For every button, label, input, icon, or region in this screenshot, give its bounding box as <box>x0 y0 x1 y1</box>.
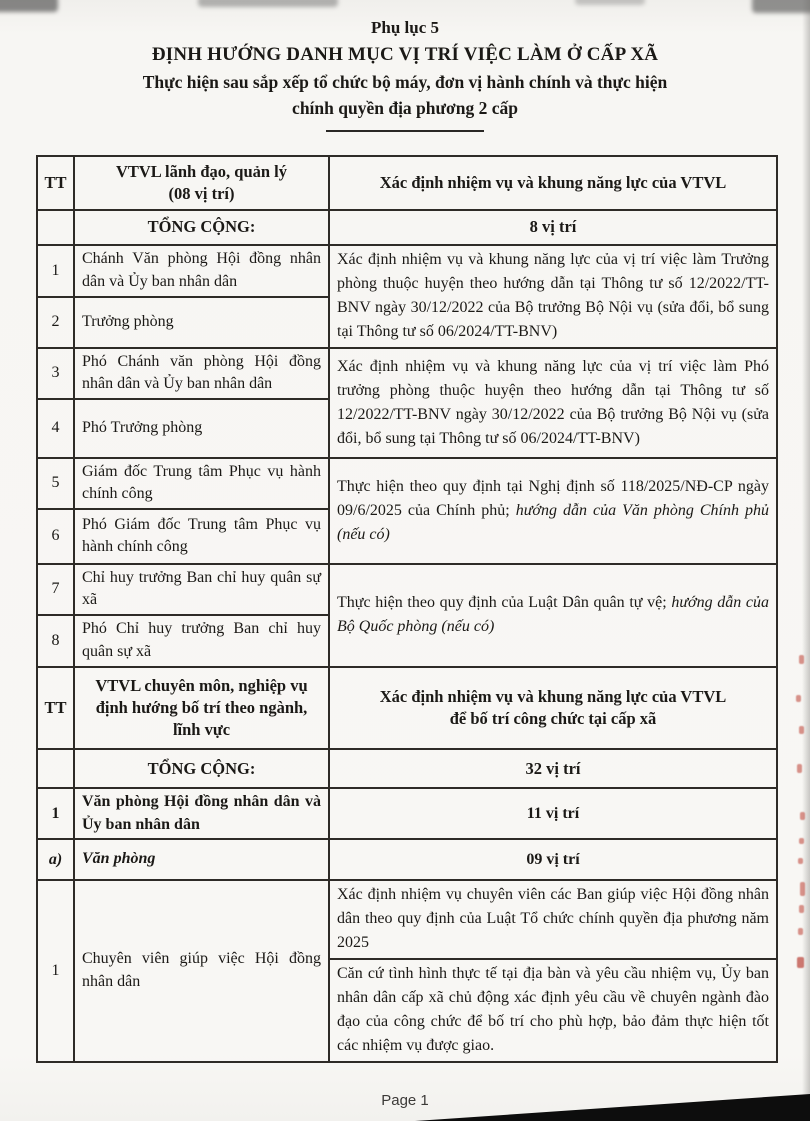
row4-tt: 4 <box>37 399 74 458</box>
row1-tt: 1 <box>37 245 74 298</box>
table-row <box>37 564 777 615</box>
table-row <box>37 348 777 399</box>
title-underline <box>326 130 484 132</box>
red-ink-mark <box>797 957 804 968</box>
positions-table <box>36 155 778 1063</box>
desc-italic: hướng dẫn <box>671 594 746 612</box>
row6-position: Phó Giám đốc Trung tâm Phục vụ hành chính công <box>74 509 329 564</box>
title-block <box>0 16 810 132</box>
row7-position: Chỉ huy trưởng Ban chỉ huy quân sự xã <box>74 564 329 615</box>
scan-smudge-top-left <box>0 0 58 12</box>
section2-header-positions: VTVL chuyên môn, nghiệp vụ định hướng bố trí theo ngành, lĩnh vực <box>74 667 329 750</box>
red-ink-mark <box>799 905 804 913</box>
detail-position: Chuyên viên giúp việc Hội đồng nhân dân <box>74 880 329 1062</box>
document-subtitle-line2: chính quyền địa phương 2 cấp <box>292 98 518 119</box>
red-ink-mark <box>799 655 804 664</box>
red-ink-mark <box>800 812 805 820</box>
section1-total-value: 8 vị trí <box>329 210 777 244</box>
appendix-label: Phụ lục 5 <box>370 18 440 37</box>
detail-desc-2: Căn cứ tình hình thực tế tại địa bàn và yêu cầu nhiệm vụ, Ủy ban nhân dân cấp xã chủ động xác định yêu cầu về chuyên ngành đào đạo của công chức để bố trí cho phù hợp, bảo đảm thực hiện tốt các nhiệm vụ được giao. <box>329 959 777 1062</box>
section2-header-tasks <box>329 667 777 750</box>
section2-header-tasks-line2: để bố trí công chức tại cấp xã <box>449 709 657 728</box>
section1-header-positions-line2: (08 vị trí) <box>168 184 235 204</box>
section2-total-label: TỔNG CỘNG: <box>74 749 329 787</box>
page-number: Page 1 <box>381 1092 429 1109</box>
row1-position: Chánh Văn phòng Hội đồng nhân dân và Ủy ban nhân dân <box>74 245 329 298</box>
section1-total-tt-empty <box>37 210 74 244</box>
table-row <box>37 245 777 298</box>
table-row <box>37 458 777 509</box>
desc-text: Thực hiện theo quy định tại Nghị định số 118/2025/NĐ-CP ngày 09/6/2025 của Chính phủ; <box>337 477 769 519</box>
sub-tt: a) <box>37 839 74 879</box>
desc-rows3-4 <box>329 348 777 458</box>
row5-tt: 5 <box>37 458 74 509</box>
scan-edge-shadow <box>802 0 810 1121</box>
red-ink-mark <box>799 838 804 844</box>
row3-position: Phó Chánh văn phòng Hội đồng nhân dân và Ủy ban nhân dân <box>74 348 329 399</box>
section2-total-tt-empty <box>37 749 74 787</box>
section1-header-tasks: Xác định nhiệm vụ và khung năng lực của VTVL <box>329 156 777 210</box>
red-ink-mark <box>796 695 801 702</box>
section2-header-row <box>37 667 777 750</box>
sub-value: 09 vị trí <box>329 839 777 879</box>
section2-header-tt: TT <box>37 667 74 750</box>
row4-position: Phó Trưởng phòng <box>74 399 329 458</box>
section1-header-positions <box>74 156 329 210</box>
detail-row <box>37 880 777 959</box>
scan-smudge-top-center2 <box>575 0 645 5</box>
sub-row <box>37 839 777 879</box>
red-ink-mark <box>799 726 804 734</box>
row7-tt: 7 <box>37 564 74 615</box>
group-value: 11 vị trí <box>329 788 777 839</box>
group-tt: 1 <box>37 788 74 839</box>
document-subtitle-line1: Thực hiện sau sắp xếp tổ chức bộ máy, đơn vị hành chính và thực hiện <box>142 72 668 93</box>
row2-position: Trưởng phòng <box>74 297 329 348</box>
desc-italic: của Bộ Quốc phòng (nếu có) <box>337 594 770 636</box>
scan-smudge-top-center <box>198 0 338 7</box>
section2-total-value: 32 vị trí <box>329 749 777 787</box>
desc-rows5-6 <box>329 458 777 564</box>
detail-tt: 1 <box>37 880 74 1062</box>
red-ink-mark <box>800 882 805 896</box>
red-ink-mark <box>798 858 803 864</box>
section2-total-row <box>37 749 777 787</box>
desc-rows7-8 <box>329 564 777 667</box>
row6-tt: 6 <box>37 509 74 564</box>
row3-tt: 3 <box>37 348 74 399</box>
document-title: ĐỊNH HƯỚNG DANH MỤC VỊ TRÍ VIỆC LÀM Ở CẤP XÃ <box>151 43 659 65</box>
sub-name: Văn phòng <box>74 839 329 879</box>
section1-header-row <box>37 156 777 210</box>
row2-tt: 2 <box>37 297 74 348</box>
section1-header-tt: TT <box>37 156 74 210</box>
detail-desc-1: Xác định nhiệm vụ chuyên viên các Ban giúp việc Hội đồng nhân dân theo quy định của Luật Tổ chức chính quyền địa phương năm 2025 <box>329 880 777 959</box>
group-row <box>37 788 777 839</box>
desc-italic: hướng dẫn của Văn phòng Chính phủ (nếu có) <box>337 501 769 543</box>
desc-text: Xác định nhiệm vụ và khung năng lực của vị trí việc làm Phó trưởng phòng thuộc huyện theo hướng dẫn tại Thông tư số 12/2022/TT-BNV ngày 30/12/2022 của Bộ trưởng Bộ Nội vụ (sửa đổi, bổ sung tại Thông tư số 06/2024/TT-BNV) <box>337 357 769 447</box>
row8-position: Phó Chỉ huy trưởng Ban chỉ huy quân sự xã <box>74 615 329 666</box>
desc-rows1-2 <box>329 245 777 348</box>
desc-text: Thực hiện theo quy định của Luật Dân quân tự vệ; <box>337 594 672 612</box>
desc-text: Xác định nhiệm vụ và khung năng lực của vị trí việc làm Trưởng phòng thuộc huyện theo hướng dẫn tại Thông tư số 12/2022/TT-BNV ngày 30/12/2022 của Bộ trưởng Bộ Nội vụ (sửa đổi, bổ sung tại Thông tư số 06/2024/TT-BNV) <box>337 251 769 341</box>
section1-total-label: TỔNG CỘNG: <box>74 210 329 244</box>
row5-position: Giám đốc Trung tâm Phục vụ hành chính công <box>74 458 329 509</box>
section2-header-tasks-line1: Xác định nhiệm vụ và khung năng lực của VTVL <box>379 687 727 707</box>
section1-total-row <box>37 210 777 244</box>
row8-tt: 8 <box>37 615 74 666</box>
group-name: Văn phòng Hội đồng nhân dân và Ủy ban nhân dân <box>74 788 329 839</box>
section1-header-positions-line1: VTVL lãnh đạo, quản lý <box>115 162 288 182</box>
red-ink-mark <box>798 928 803 935</box>
red-ink-mark <box>797 764 802 773</box>
